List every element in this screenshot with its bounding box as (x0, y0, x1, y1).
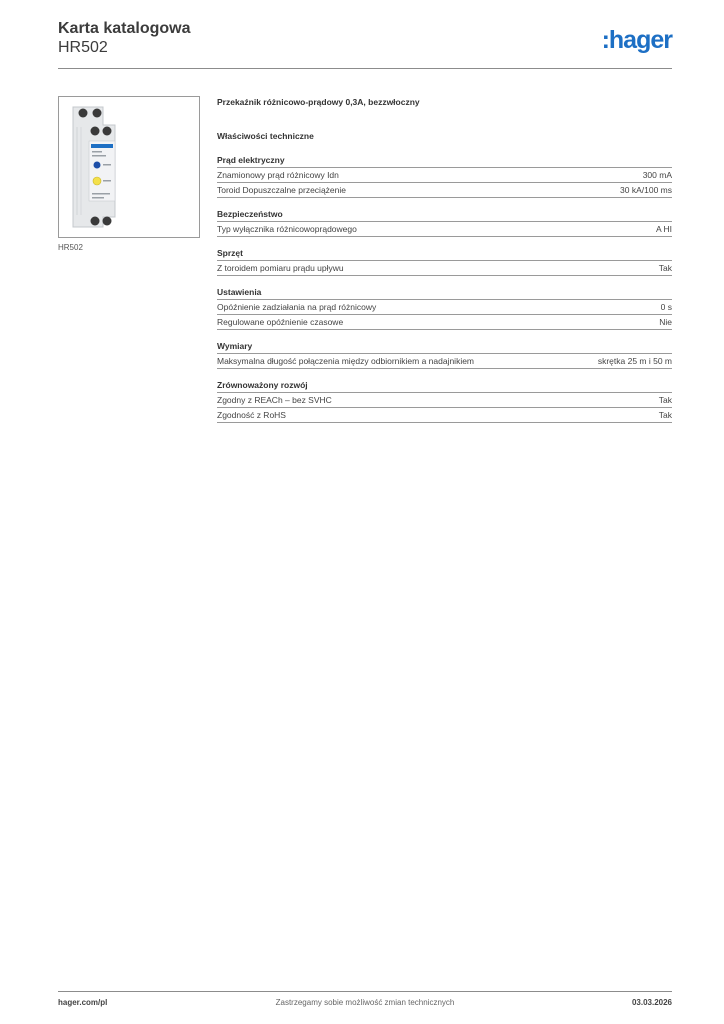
spec-row (217, 183, 672, 198)
section-safety (217, 207, 672, 237)
spec-label: Typ wyłącznika różnicowoprądowego (217, 224, 357, 234)
spec-value: Nie (659, 317, 672, 327)
technical-properties-heading: Właściwości techniczne (217, 131, 314, 141)
header-divider (58, 68, 672, 69)
logo-text: hager (608, 26, 672, 54)
spec-row (217, 168, 672, 183)
spec-row (217, 354, 672, 369)
section-equipment (217, 246, 672, 276)
page-footer (58, 998, 672, 1012)
spec-label: Toroid Dopuszczalne przeciążenie (217, 185, 346, 195)
spec-label: Regulowane opóźnienie czasowe (217, 317, 344, 327)
section-title: Bezpieczeństwo (217, 207, 672, 222)
spec-value: 300 mA (642, 170, 672, 180)
spec-label: Maksymalna długość połączenia między odbiornikiem a nadajnikiem (217, 356, 475, 366)
spec-value: skrętka 25 m i 50 m (597, 356, 672, 366)
footer-date: 03.03.2026 (631, 998, 672, 1007)
spec-value: 0 s (660, 302, 672, 312)
spec-label: Z toroidem pomiaru prądu upływu (217, 263, 344, 273)
footer-website-link[interactable]: hager.com/pl (58, 998, 108, 1007)
section-title: Zrównoważony rozwój (217, 378, 672, 393)
spec-row (217, 261, 672, 276)
product-image (58, 96, 200, 238)
product-description: Przekaźnik różnicowo-prądowy 0,3A, bezzwłoczny (217, 97, 420, 107)
page-header (58, 20, 672, 68)
product-code: HR502 (58, 39, 108, 56)
specifications (217, 95, 672, 432)
spec-row (217, 393, 672, 408)
spec-label: Znamionowy prąd różnicowy Idn (217, 170, 339, 180)
spec-value: 30 kA/100 ms (620, 185, 672, 195)
section-title: Sprzęt (217, 246, 672, 261)
spec-value: Tak (658, 395, 672, 405)
footer-divider (58, 991, 672, 992)
spec-row (217, 408, 672, 423)
section-settings (217, 285, 672, 330)
spec-row (217, 300, 672, 315)
section-dimensions (217, 339, 672, 369)
spec-value: Tak (658, 410, 672, 420)
spec-value: Tak (658, 263, 672, 273)
spec-label: Zgodność z RoHS (217, 410, 286, 420)
hager-logo: :hager (601, 26, 672, 54)
spec-row (217, 222, 672, 237)
section-title: Prąd elektryczny (217, 153, 672, 168)
document-title: Karta katalogowa (58, 20, 191, 37)
section-sustainability (217, 378, 672, 423)
spec-label: Zgodny z REACh – bez SVHC (217, 395, 332, 405)
section-title: Wymiary (217, 339, 672, 354)
footer-disclaimer: Zastrzegamy sobie możliwość zmian technicznych (275, 998, 455, 1007)
image-caption: HR502 (58, 243, 83, 252)
spec-value: A HI (655, 224, 672, 234)
section-electric-current (217, 153, 672, 198)
spec-label: Opóźnienie zadziałania na prąd różnicowy (217, 302, 377, 312)
spec-row (217, 315, 672, 330)
din-rail-device-illustration (59, 97, 199, 237)
section-title: Ustawienia (217, 285, 672, 300)
